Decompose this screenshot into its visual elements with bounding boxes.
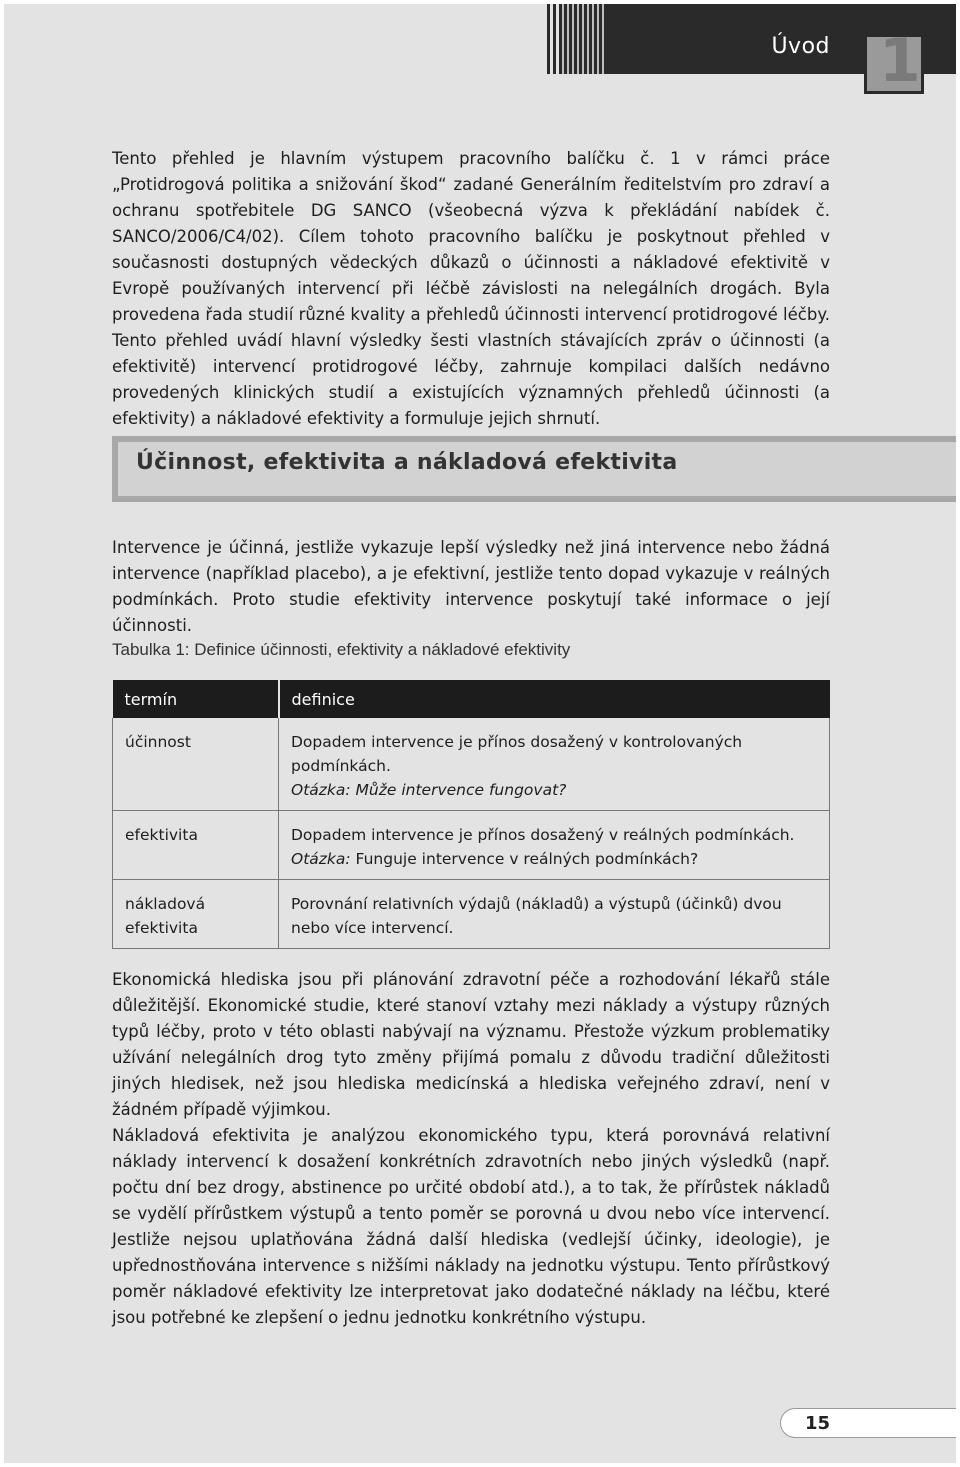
intro-paragraph: Tento přehled je hlavním výstupem pracovního balíčku č. 1 v rámci práce „Protidrogová politika a snižování škod“ zadané Generálním ředitelstvím pro zdraví a ochranu spotřebitele DG SANCO (všeobecná výzva k překládání nabídek č. SANCO/2006/C4/02). Cílem tohoto pracovního balíčku je poskytnout přehled v současnosti dostupných vědeckých důkazů o účinnosti a nákladové efektivitě v Evropě používaných intervencí při léčbě závislosti na nelegálních drogách. Byla provedena řada studií různé kvality a přehledů účinnosti intervencí protidrogové léčby. Tento přehled uvádí hlavní výsledky šesti vlastních stávajících zpráv o účinnosti (a efektivitě) intervencí protidrogové léčby, zahrnuje kompilaci dalších nedávno provedených klinických studií a existujících významných přehledů účinnosti (a efektivity) a nákladové efektivity a formuluje jejich shrnutí.: [112, 149, 830, 428]
definition-text: Porovnání relativních výdajů (nákladů) a výstupů (účinků) dvou nebo více intervencí.: [291, 895, 782, 937]
section-heading-box: [112, 436, 956, 502]
economic-paragraph: Ekonomická hlediska jsou při plánování zdravotní péče a rozhodování lékařů stále důležitější. Ekonomické studie, které stanoví vztahy mezi náklady a výstupy různých typů léčby, proto v této oblasti nabývají na významu. Přestože výzkum problematiky užívání nelegálních drog tyto změny přijímá pomalu z důvodu tradiční důležitosti jiných hledisek, než jsou hlediska medicínská a hlediska veřejného zdraví, není v žádném případě výjimkou.: [112, 970, 830, 1119]
table-row: [113, 718, 830, 811]
chapter-title: Úvod: [771, 34, 830, 59]
table-cell-definition: [279, 718, 830, 811]
table-cell-term: nákladová efektivita: [113, 880, 279, 949]
page: [4, 4, 956, 1463]
cost-effectiveness-paragraph: Nákladová efektivita je analýzou ekonomického typu, která porovnává relativní náklady intervencí k dosažení konkrétních zdravotních nebo jiných výsledků (např. počtu dní bez drogy, abstinence po určité období atd.), a to tak, že přírůstek nákladů se vydělí přírůstkem výstupů a tento poměr se porovná u dvou nebo více intervencí. Jestliže nejsou uplatňována žádná další hlediska (vedlejší účinky, ideologie), je upřednostňována intervence s nižšími náklady na jednotku výstupu. Tento přírůstkový poměr nákladové efektivity lze interpretovat jako dodatečné náklady na léčbu, které jsou potřebné ke zlepšení o jednu jednotku konkrétního výstupu.: [112, 1126, 830, 1327]
definitions-table: [112, 680, 830, 949]
table-caption: Tabulka 1: Definice účinnosti, efektivity a nákladové efektivity: [112, 640, 571, 659]
table-header-row: [113, 680, 830, 718]
table-cell-term: účinnost: [113, 718, 279, 811]
chapter-number-badge: [864, 34, 924, 94]
definition-question-text: Funguje intervence v reálných podmínkách?: [350, 850, 699, 868]
table-header-definition: definice: [279, 680, 830, 718]
definition-question: Otázka: Může intervence fungovat?: [291, 781, 567, 799]
table-cell-definition: [279, 811, 830, 880]
definition-question-label: Otázka:: [291, 850, 351, 868]
header-stripes-decoration: [544, 4, 607, 74]
definition-paragraph: Intervence je účinná, jestliže vykazuje lepší výsledky než jiná intervence nebo žádná intervence (například placebo), a je efektivní, jestliže tento dopad vykazuje v reálných podmínkách. Proto studie efektivity intervence poskytují také informace o její účinnosti.: [112, 538, 830, 635]
definition-text: Dopadem intervence je přínos dosažený v kontrolovaných podmínkách.: [291, 733, 743, 775]
page-number: 15: [805, 1413, 831, 1434]
chapter-number: 1: [879, 34, 921, 94]
table-row: [113, 880, 830, 949]
table-row: [113, 811, 830, 880]
table-header-term: termín: [113, 680, 279, 718]
page-number-tab: [780, 1408, 956, 1438]
section-heading: Účinnost, efektivita a nákladová efektivita: [136, 450, 678, 475]
definition-text: Dopadem intervence je přínos dosažený v reálných podmínkách.: [291, 826, 795, 844]
table-cell-term: efektivita: [113, 811, 279, 880]
table-cell-definition: [279, 880, 830, 949]
